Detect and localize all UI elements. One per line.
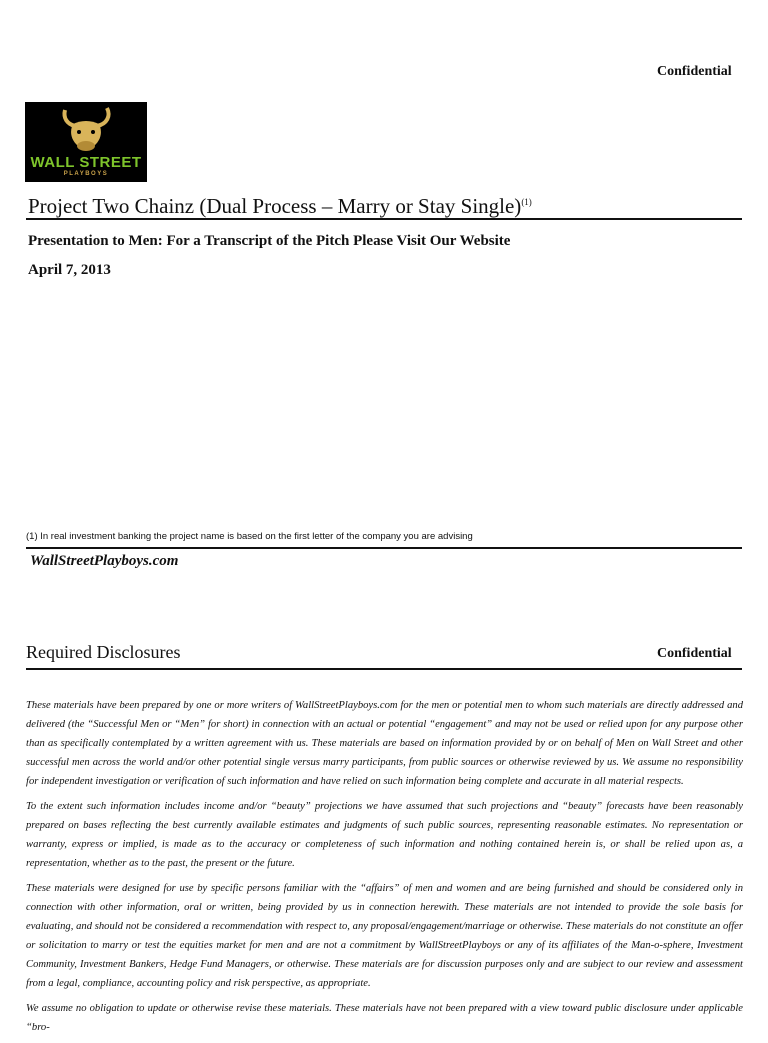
disclosure-paragraph: These materials have been prepared by one or more writers of WallStreetPlayboys.com for the men or potential men to whom such materials are directly addressed and delivered (the “Successful Men or “Men” for short) in connection with an actual or potential “engagement” and may not be used or relied upon for any purpose other than as specifically contemplated by a written agreement with us. These materials are based on information provided by or on behalf of Men on Wall Street and other successful men across the world and/or other potential single versus marry participants, from public sources or otherwise reviewed by us. We assume no responsibility for independent investigation or verification of such information and have relied on such information being complete and accurate in all material respects. [26, 700, 743, 787]
disclosure-paragraph: To the extent such information includes income and/or “beauty” projections we have assumed that such projections and “beauty” forecasts have been reasonably prepared on bases reflecting the best currently available estimates and judgments of such public sources, representing reasonable estimates. No representation or warranty, express or implied, is made as to the accuracy or completeness of such information and nothing contained herein is, or shall be relied upon as, a representation, whether as to the past, the present or the future. [26, 801, 743, 869]
title-text: Project Two Chainz (Dual Process – Marry or Stay Single) [28, 194, 522, 218]
date: April 7, 2013 [28, 262, 111, 278]
disclosure-body [26, 696, 743, 1043]
disclosure-paragraph: These materials were designed for use by specific persons familiar with the “affairs” of men and women and are being furnished and should be considered only in connection with other information, oral or written, being provided by us in connection herewith. These materials are not intended to provide the sole basis for evaluating, and should not be considered a recommendation with respect to, any proposal/engagement/marriage or otherwise. These materials do not constitute an offer or solicitation to marry or test the equities market for men and are not a commitment by WallStreetPlayboys or any of its affiliates of the Man-o-sphere, Investment Community, Investment Bankers, Hedge Fund Managers, or otherwise. These materials are for discussion purposes only and are subject to our review and assessment from a legal, compliance, accounting policy and risk perspective, as appropriate. [26, 883, 743, 989]
footer-rule [26, 547, 742, 549]
logo-main-text: WALL STREET [30, 154, 142, 171]
footnote: (1) In real investment banking the project name is based on the first letter of the company you are advising [26, 531, 473, 542]
title-rule [26, 218, 742, 220]
title-footnote-marker: (1) [521, 197, 532, 207]
section-heading: Required Disclosures [26, 642, 181, 662]
disclosure-paragraph: We assume no obligation to update or otherwise revise these materials. These materials have not been prepared with a view toward public disclosure under applicable “bro- [26, 1003, 743, 1033]
confidential-label: Confidential [657, 64, 732, 79]
wall-street-playboys-logo [25, 102, 147, 182]
website-footer: WallStreetPlayboys.com [30, 553, 179, 569]
confidential-label-2: Confidential [657, 646, 732, 661]
subtitle: Presentation to Men: For a Transcript of the Pitch Please Visit Our Website [28, 233, 511, 249]
bull-head-icon [25, 102, 147, 158]
section-rule [26, 668, 742, 670]
logo-sub-text: PLAYBOYS [63, 171, 109, 177]
page-title [28, 194, 532, 219]
